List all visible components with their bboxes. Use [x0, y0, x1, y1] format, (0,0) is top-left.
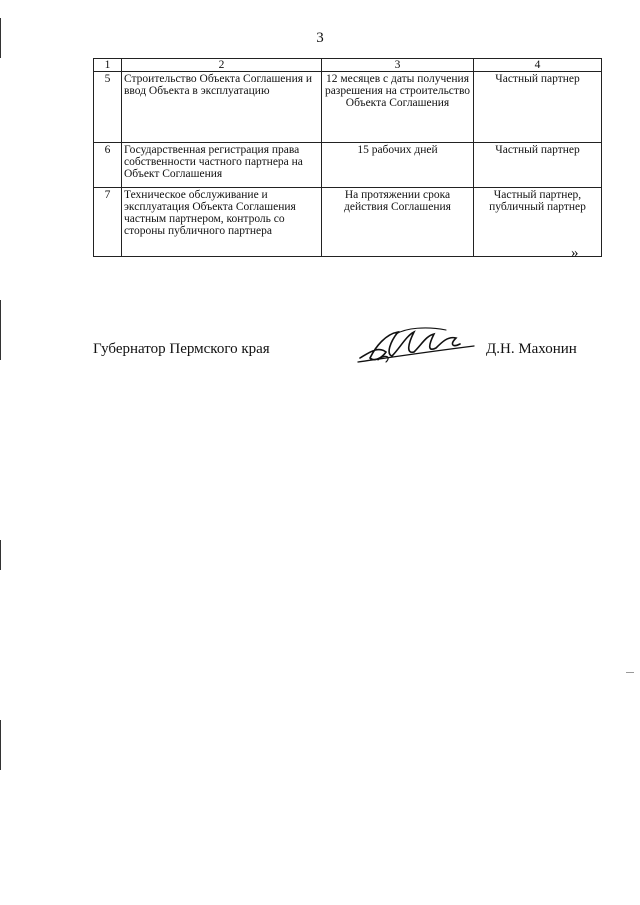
row-action: Строительство Объекта Соглашения и ввод Объекта в эксплуатацию [122, 72, 322, 143]
table-header-row [94, 59, 602, 72]
schedule-table [93, 58, 602, 257]
scan-edge-mark [0, 540, 1, 570]
table-row [94, 72, 602, 143]
row-term: 15 рабочих дней [322, 143, 474, 188]
header-cell-2: 2 [122, 59, 322, 72]
header-cell-4: 4 [474, 59, 602, 72]
handwritten-signature [356, 322, 478, 368]
scan-edge-mark [0, 300, 1, 360]
closing-quote: » [571, 245, 579, 261]
row-party: Частный партнер [474, 72, 602, 143]
row-action: Государственная регистрация права собственности частного партнера на Объект Соглашения [122, 143, 322, 188]
table-row [94, 143, 602, 188]
scan-edge-mark [0, 720, 1, 770]
scan-edge-mark [626, 672, 634, 673]
row-term: 12 месяцев с даты получения разрешения на строительство Объекта Соглашения [322, 72, 474, 143]
signatory-name: Д.Н. Махонин [486, 341, 577, 357]
row-action: Техническое обслуживание и эксплуатация Объекта Соглашения частным партнером, контроль со стороны публичного партнера [122, 188, 322, 257]
row-party: Частный партнер [474, 143, 602, 188]
row-term: На протяжении срока действия Соглашения [322, 188, 474, 257]
header-cell-1: 1 [94, 59, 122, 72]
row-number: 6 [94, 143, 122, 188]
scan-edge-mark [0, 18, 1, 58]
page-number: 3 [316, 30, 324, 46]
row-number: 5 [94, 72, 122, 143]
row-party: Частный партнер, публичный партнер [474, 188, 602, 257]
table-row [94, 188, 602, 257]
signatory-title: Губернатор Пермского края [93, 341, 270, 357]
row-number: 7 [94, 188, 122, 257]
header-cell-3: 3 [322, 59, 474, 72]
